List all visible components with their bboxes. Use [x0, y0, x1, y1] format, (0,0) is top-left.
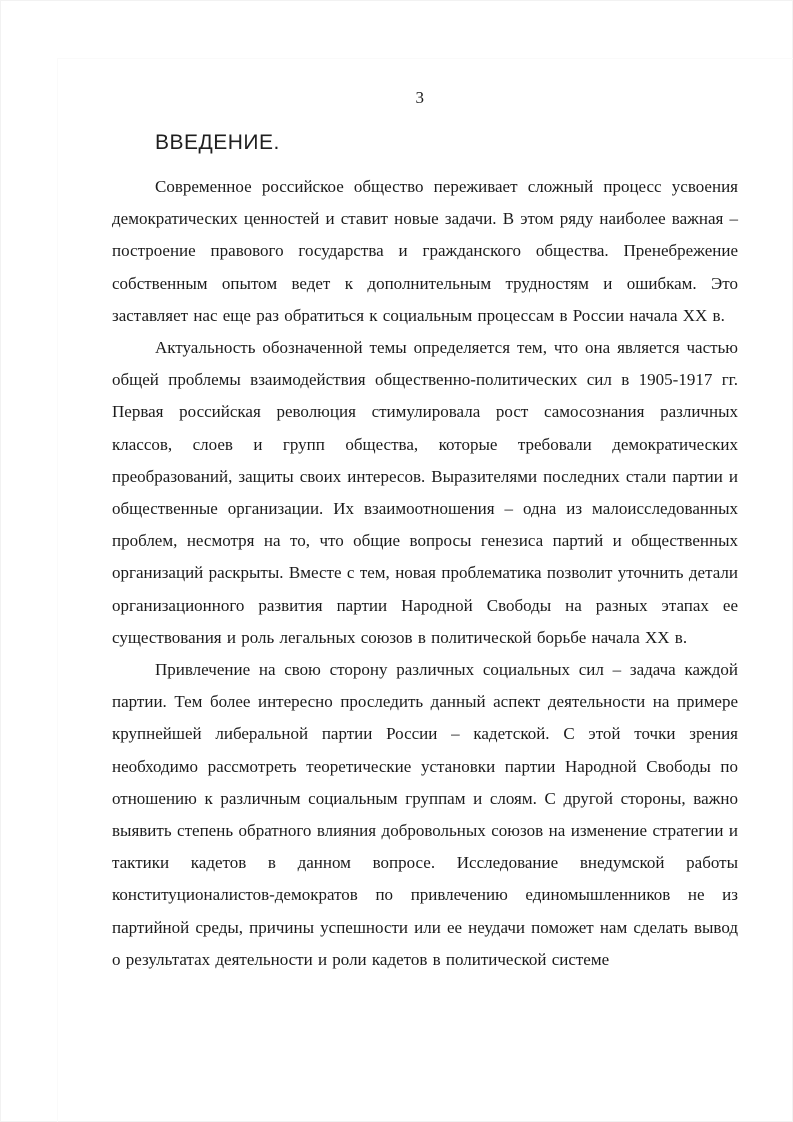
- page-content: [112, 130, 738, 976]
- page-number: 3: [415, 88, 425, 107]
- paragraph-2: Актуальность обозначенной темы определяется тем, что она является частью общей проблемы взаимодействия общественно-политических сил в 1905-1917 гг. Первая российская революция стимулировала рост самосознания различных классов, слоев и групп общества, которые требовали демократических преобразований, защиты своих интересов. Выразителями последних стали партии и общественные организации. Их взаимоотношения – одна из малоисследованных проблем, несмотря на то, что общие вопросы генезиса партий и общественных организаций раскрыты. Вместе с тем, новая проблематика позволит уточнить детали организационного развития партии Народной Свободы на разных этапах ее существования и роль легальных союзов в политической борьбе начала XX в.: [112, 338, 738, 647]
- section-heading: ВВЕДЕНИЕ.: [155, 131, 280, 154]
- paragraph-3: Привлечение на свою сторону различных социальных сил – задача каждой партии. Тем более интересно проследить данный аспект деятельности на примере крупнейшей либеральной партии России – кадетской. С этой точки зрения необходимо рассмотреть теоретические установки партии Народной Свободы по отношению к различным социальным группам и слоям. С другой стороны, важно выявить степень обратного влияния добровольных союзов на изменение стратегии и тактики кадетов в данном вопросе. Исследование внедумской работы конституционалистов-демократов по привлечению единомышленников не из партийной среды, причины успешности или ее неудачи поможет нам сделать вывод о результатах деятельности и роли кадетов в политической системе: [112, 660, 738, 969]
- paragraph-1: Современное российское общество переживает сложный процесс усвоения демократических ценностей и ставит новые задачи. В этом ряду наиболее важная – построение правового государства и гражданского общества. Пренебрежение собственным опытом ведет к дополнительным трудностям и ошибкам. Это заставляет нас еще раз обратиться к социальным процессам в России начала XX в.: [112, 177, 738, 325]
